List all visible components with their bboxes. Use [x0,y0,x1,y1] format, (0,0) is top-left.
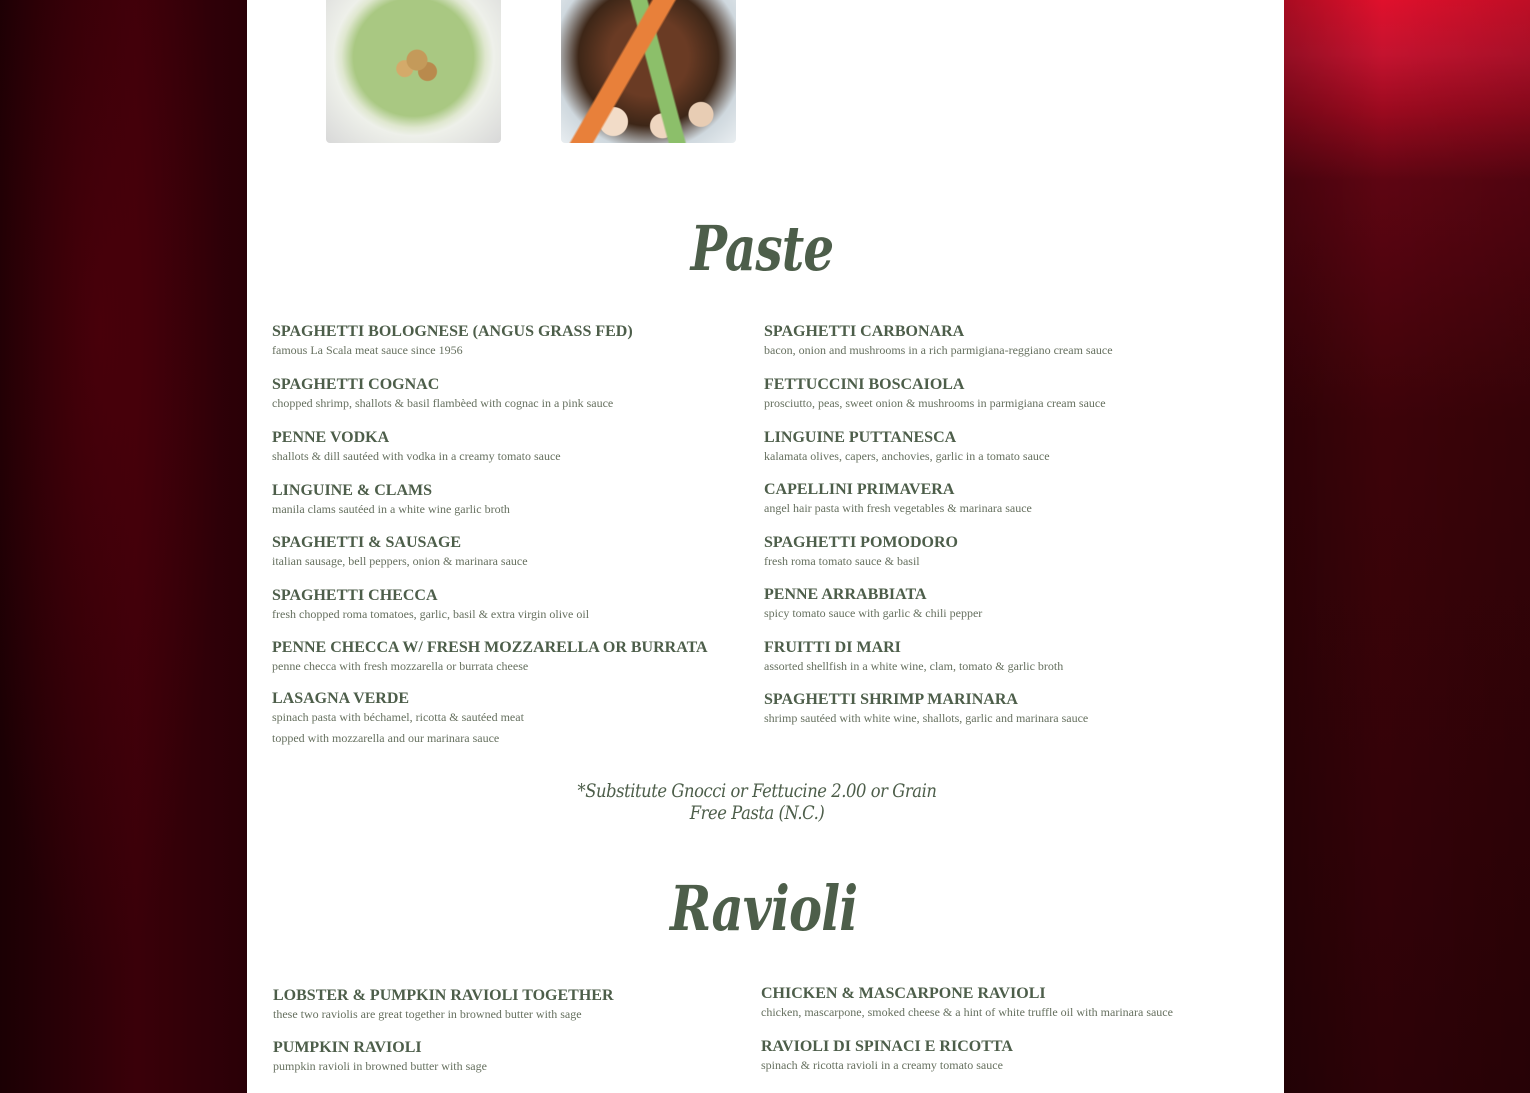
section-title-ravioli: Ravioli [670,872,858,945]
menu-item-description: manila clams sautéed in a white wine garlic broth [272,502,510,516]
menu-item-name: SPAGHETTI CHECCA [272,587,438,604]
menu-content-panel [247,0,1284,1093]
menu-item [761,985,1231,1019]
menu-item-name: LASAGNA VERDE [272,690,410,707]
menu-item-name: CHICKEN & MASCARPONE RAVIOLI [761,985,1046,1002]
menu-item-description: kalamata olives, capers, anchovies, garlic in a tomato sauce [764,449,1050,463]
menu-item-name: LINGUINE & CLAMS [272,482,433,499]
menu-item-name: SPAGHETTI POMODORO [764,534,958,551]
menu-item [273,987,743,1021]
salad-plate-photo[interactable] [326,0,501,143]
menu-item [272,534,742,568]
menu-item-name: LOBSTER & PUMPKIN RAVIOLI TOGETHER [273,987,614,1004]
menu-item [764,586,1234,620]
menu-item-description: bacon, onion and mushrooms in a rich parmigiana-reggiano cream sauce [764,343,1113,357]
menu-item-name: CAPELLINI PRIMAVERA [764,481,955,498]
menu-item-name: PENNE VODKA [272,429,390,446]
menu-item [764,376,1234,410]
page-background-left [0,0,247,1093]
menu-item-name: SPAGHETTI CARBONARA [764,323,965,340]
menu-item-description: angel hair pasta with fresh vegetables & marinara sauce [764,501,1032,515]
menu-item [272,587,742,621]
menu-item-description-continued: topped with mozzarella and our marinara sauce [272,731,500,745]
substitution-note: *Substitute Gnocci or Fettucine 2.00 or Grain Free Pasta (N.C.) [577,780,937,824]
menu-item-description: these two raviolis are great together in browned butter with sage [273,1007,582,1021]
menu-item-description: prosciutto, peas, sweet onion & mushrooms in parmigiana cream sauce [764,396,1106,410]
menu-item-description: chopped shrimp, shallots & basil flambèed with cognac in a pink sauce [272,396,614,410]
menu-item [272,482,742,516]
menu-item-name: PENNE CHECCA W/ FRESH MOZZARELLA OR BURRATA [272,639,708,656]
menu-item [764,691,1234,725]
menu-item [272,690,742,745]
menu-item [272,323,742,357]
menu-item [272,639,742,673]
menu-item-name: LINGUINE PUTTANESCA [764,429,957,446]
menu-item-name: SPAGHETTI COGNAC [272,376,440,393]
menu-item-name: SPAGHETTI & SAUSAGE [272,534,462,551]
menu-item-description: italian sausage, bell peppers, onion & marinara sauce [272,554,528,568]
menu-item-name: PENNE ARRABBIATA [764,586,927,603]
menu-item-description: shrimp sautéed with white wine, shallots, garlic and marinara sauce [764,711,1089,725]
menu-item-name: SPAGHETTI SHRIMP MARINARA [764,691,1018,708]
menu-item [764,481,1234,515]
menu-item-name: FETTUCCINI BOSCAIOLA [764,376,965,393]
menu-item [764,323,1234,357]
menu-item-description: famous La Scala meat sauce since 1956 [272,343,463,357]
menu-item-description: shallots & dill sautéed with vodka in a creamy tomato sauce [272,449,561,463]
menu-item-name: PUMPKIN RAVIOLI [273,1039,422,1056]
menu-item [761,1038,1231,1072]
menu-item [764,429,1234,463]
menu-item-description: chicken, mascarpone, smoked cheese & a hint of white truffle oil with marinara sauce [761,1005,1173,1019]
menu-item [764,534,1234,568]
menu-item-name: FRUITTI DI MARI [764,639,901,656]
menu-item-description: spinach pasta with béchamel, ricotta & sautéed meat [272,710,524,724]
menu-item [272,376,742,410]
menu-item-description: fresh chopped roma tomatoes, garlic, basil & extra virgin olive oil [272,607,590,621]
shrimp-salad-plate-photo[interactable] [561,0,736,143]
menu-item-description: penne checca with fresh mozzarella or burrata cheese [272,659,529,673]
menu-item-description: fresh roma tomato sauce & basil [764,554,920,568]
menu-item-name: SPAGHETTI BOLOGNESE (ANGUS GRASS FED) [272,323,633,340]
menu-item-description: pumpkin ravioli in browned butter with sage [273,1059,487,1073]
menu-item-description: assorted shellfish in a white wine, clam, tomato & garlic broth [764,659,1064,673]
menu-item [273,1039,743,1073]
menu-item-description: spinach & ricotta ravioli in a creamy tomato sauce [761,1058,1003,1072]
section-title-paste: Paste [690,212,834,285]
menu-item-description: spicy tomato sauce with garlic & chili pepper [764,606,983,620]
page-background-right [1284,0,1530,1093]
menu-item [764,639,1234,673]
menu-item-name: RAVIOLI DI SPINACI E RICOTTA [761,1038,1013,1055]
menu-item [272,429,742,463]
